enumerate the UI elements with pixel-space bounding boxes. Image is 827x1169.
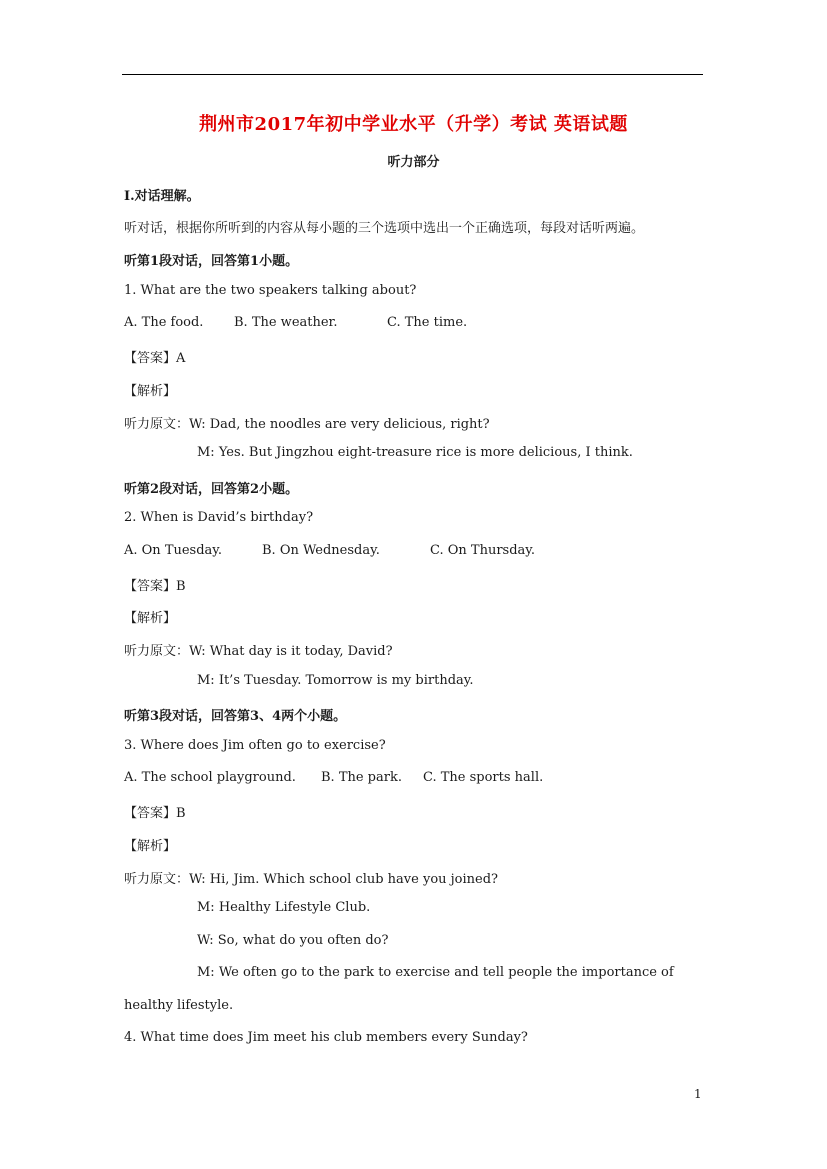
q2-option-c: C. On Thursday. (430, 543, 536, 558)
q1-option-b: B. The weather. (234, 315, 338, 330)
q3-option-a: A. The school playground. (124, 770, 296, 785)
q2-question: 2. When is David’s birthday? (124, 510, 314, 525)
q1-transcript-w: 听力原文：W: Dad, the noodles are very delicious, right? (124, 417, 490, 432)
q2-option-b: B. On Wednesday. (262, 543, 380, 558)
part1-heading: 听第1段对话，回答第1小题。 (124, 254, 299, 269)
section-heading: I.对话理解。 (124, 189, 200, 204)
q3-option-b: B. The park. (321, 770, 402, 785)
q1-option-c: C. The time. (387, 315, 468, 330)
part3-heading: 听第3段对话，回答第3、4两个小题。 (124, 709, 347, 724)
q1-answer: 【答案】A (124, 351, 186, 366)
q1-transcript-m: M: Yes. But Jingzhou eight-treasure rice is more delicious, I think. (197, 445, 633, 460)
q3-transcript-w2: W: So, what do you often do? (197, 933, 389, 948)
q3-transcript-m1: M: Healthy Lifestyle Club. (197, 900, 371, 915)
q2-options (124, 543, 535, 558)
q3-options (124, 770, 543, 785)
q3-transcript-m2-cont: healthy lifestyle. (124, 998, 234, 1013)
q3-analysis: 【解析】 (124, 839, 177, 854)
q2-answer: 【答案】B (124, 579, 186, 594)
part2-heading: 听第2段对话，回答第2小题。 (124, 482, 299, 497)
q1-options (124, 315, 467, 330)
q2-transcript-m: M: It’s Tuesday. Tomorrow is my birthday. (197, 673, 474, 688)
q3-transcript-m2: M: We often go to the park to exercise and tell people the importance of (197, 965, 674, 980)
page-number: 1 (694, 1087, 702, 1101)
q3-question: 3. Where does Jim often go to exercise? (124, 738, 386, 753)
header-rule (122, 74, 703, 75)
q3-answer: 【答案】B (124, 806, 186, 821)
q2-option-a: A. On Tuesday. (124, 543, 223, 558)
q4-question: 4. What time does Jim meet his club members every Sunday? (124, 1030, 528, 1045)
page-title: 荆州市2017年初中学业水平（升学）考试 英语试题 (199, 114, 628, 135)
q3-option-c: C. The sports hall. (423, 770, 544, 785)
q3-transcript-w1: 听力原文：W: Hi, Jim. Which school club have you joined? (124, 872, 499, 887)
q1-option-a: A. The food. (124, 315, 204, 330)
q1-question: 1. What are the two speakers talking about? (124, 283, 417, 298)
q2-transcript-w: 听力原文：W: What day is it today, David? (124, 644, 393, 659)
q1-analysis: 【解析】 (124, 384, 177, 399)
section-subtitle: 听力部分 (387, 155, 440, 170)
q2-analysis: 【解析】 (124, 611, 177, 626)
instructions: 听对话，根据你所听到的内容从每小题的三个选项中选出一个正确选项，每段对话听两遍。 (124, 221, 645, 236)
